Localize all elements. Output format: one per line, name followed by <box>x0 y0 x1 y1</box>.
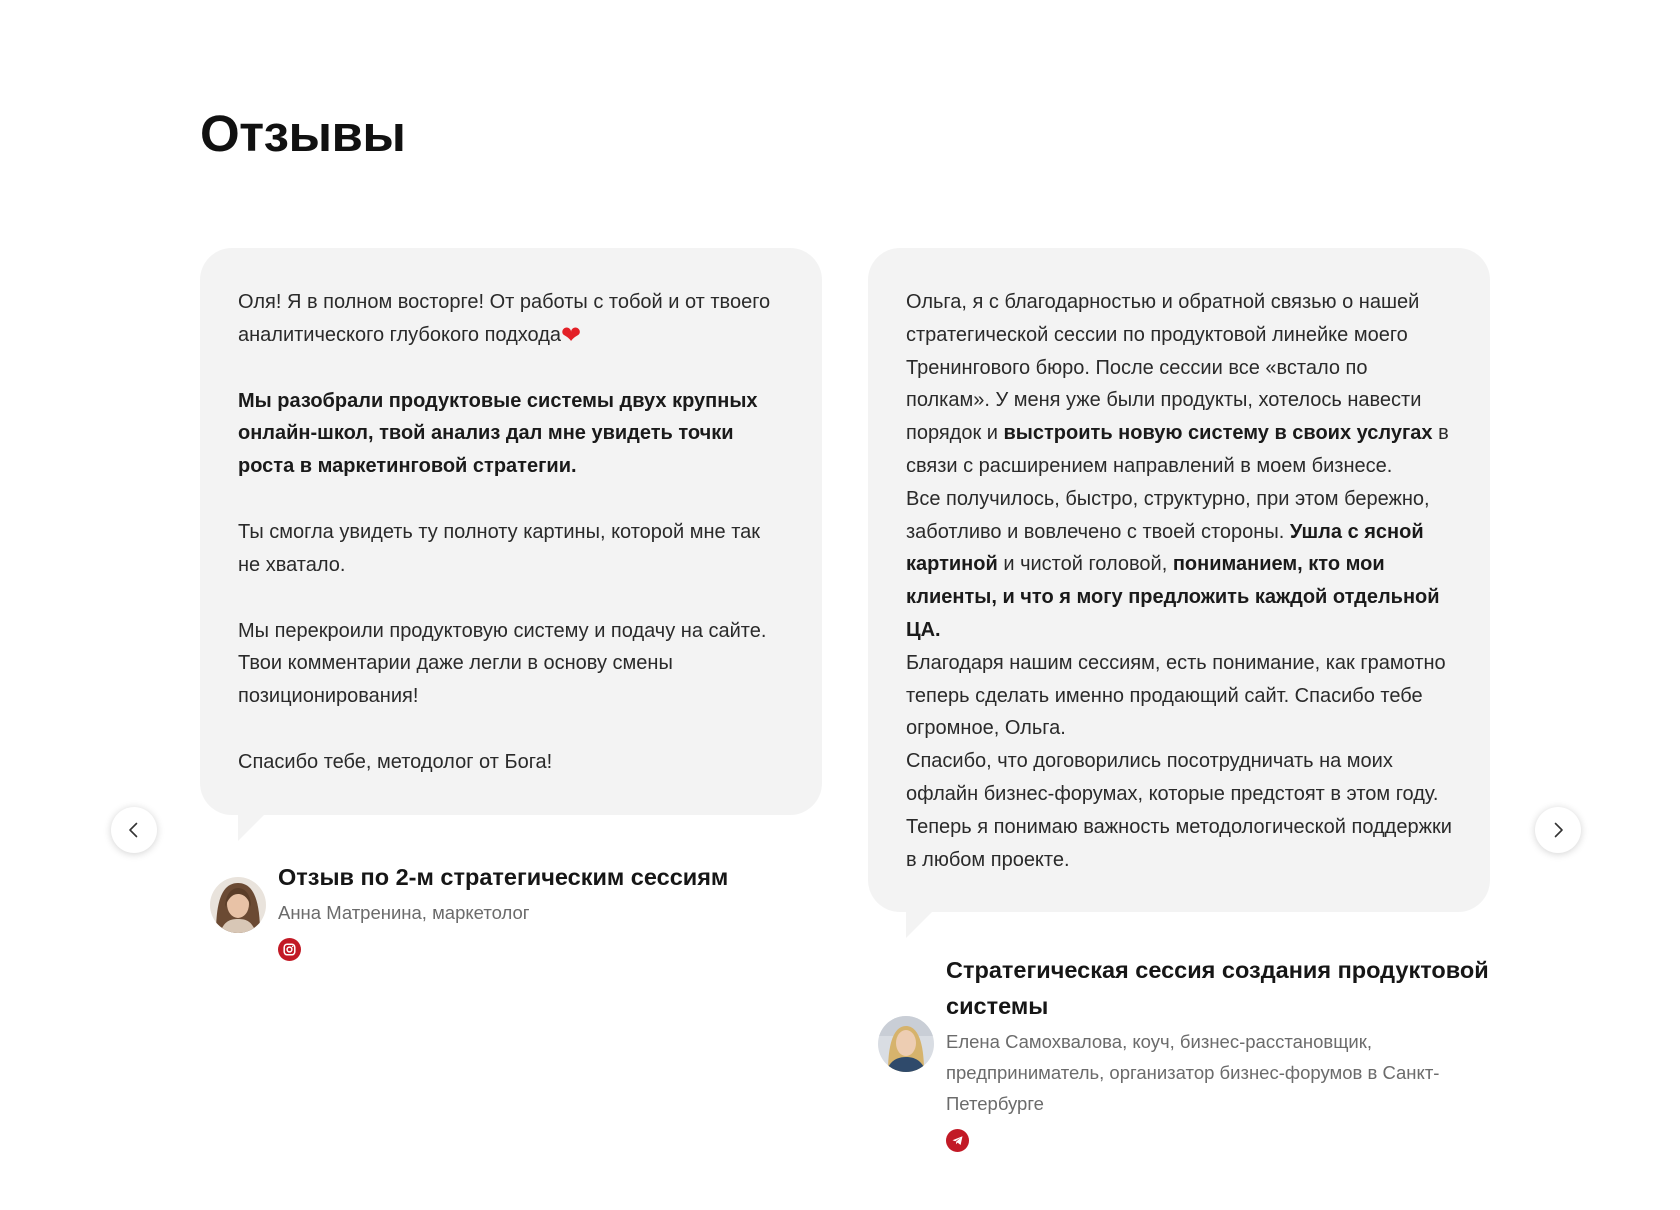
avatar <box>878 1016 934 1072</box>
carousel-prev-button[interactable] <box>111 807 157 853</box>
review-text-bold: Ушла с ясной картиной <box>906 520 1424 576</box>
review-text: Оля! Я в полном восторге! От работы с тобой и от твоего аналитического глубокого подхода <box>238 291 771 346</box>
review-text: Теперь я понимаю важность методологической поддержки в любом проекте. <box>906 815 1452 871</box>
bubble-tail <box>906 912 932 938</box>
review-text: Спасибо, что договорились посотрудничать на моих офлайн бизнес-форумах, которые предстоят в этом году. <box>906 750 1439 805</box>
review-text: Благодаря нашим сессиям, есть понимание, как грамотно теперь сделать именно продающий сайт. Спасибо тебе огромное, Ольга. <box>906 651 1446 740</box>
review-text-bold: пониманием, кто мои клиенты, и что я могу предложить каждой отдельной ЦА. <box>906 553 1440 641</box>
review-title: Отзыв по 2-м стратегическим сессиям <box>278 863 729 890</box>
review-author-name: Анна Матренина, маркетолог <box>278 901 530 923</box>
chevron-right-icon <box>1549 821 1567 839</box>
chevron-left-icon <box>125 821 143 839</box>
review-card-2 <box>868 248 1490 1152</box>
review-text-bold: Мы разобрали продуктовые системы двух крупных онлайн-школ, твой анализ дал мне увидеть точки роста в маркетинговой стратегии. <box>238 389 758 478</box>
review-text: и чистой головой, <box>997 553 1173 576</box>
review-text: Спасибо тебе, методолог от Бога! <box>238 750 553 773</box>
section-title: Отзывы <box>200 105 406 162</box>
review-bubble <box>200 248 822 815</box>
heart-icon: ❤ <box>561 321 582 349</box>
review-text: Мы перекроили продуктовую систему и подачу на сайте. Твои комментарии даже легли в основу смены позиционирования! <box>238 619 767 708</box>
review-card-1 <box>200 248 822 961</box>
instagram-icon[interactable] <box>278 938 301 961</box>
review-bubble <box>868 248 1490 912</box>
review-title: Стратегическая сессия создания продуктовой системы <box>946 957 1489 1020</box>
review-text-bold: выстроить новую систему в своих услугах <box>1003 422 1433 445</box>
review-author <box>200 859 822 961</box>
carousel-next-button[interactable] <box>1535 807 1581 853</box>
avatar <box>210 877 266 933</box>
review-author <box>868 952 1490 1152</box>
review-text: в связи с расширением направлений в моем бизнесе. <box>906 422 1449 477</box>
bubble-tail <box>238 815 264 841</box>
review-text: Ольга, я с благодарностью и обратной связью о нашей стратегической сессии по продуктовой линейке моего Тренингового бюро. После сессии все «встало по полкам». У меня уже были продукты, хотелось навести порядок и <box>906 291 1422 445</box>
review-text: Ты смогла увидеть ту полноту картины, которой мне так не хватало. <box>238 520 761 576</box>
telegram-icon[interactable] <box>946 1129 969 1152</box>
review-author-name: Елена Самохвалова, коуч, бизнес-расстановщик, предприниматель, организатор бизнес-форумов в Санкт-Петербурге <box>946 1031 1440 1115</box>
review-text: Все получилось, быстро, структурно, при этом бережно, заботливо и вовлечено с твоей стороны. <box>906 487 1430 543</box>
